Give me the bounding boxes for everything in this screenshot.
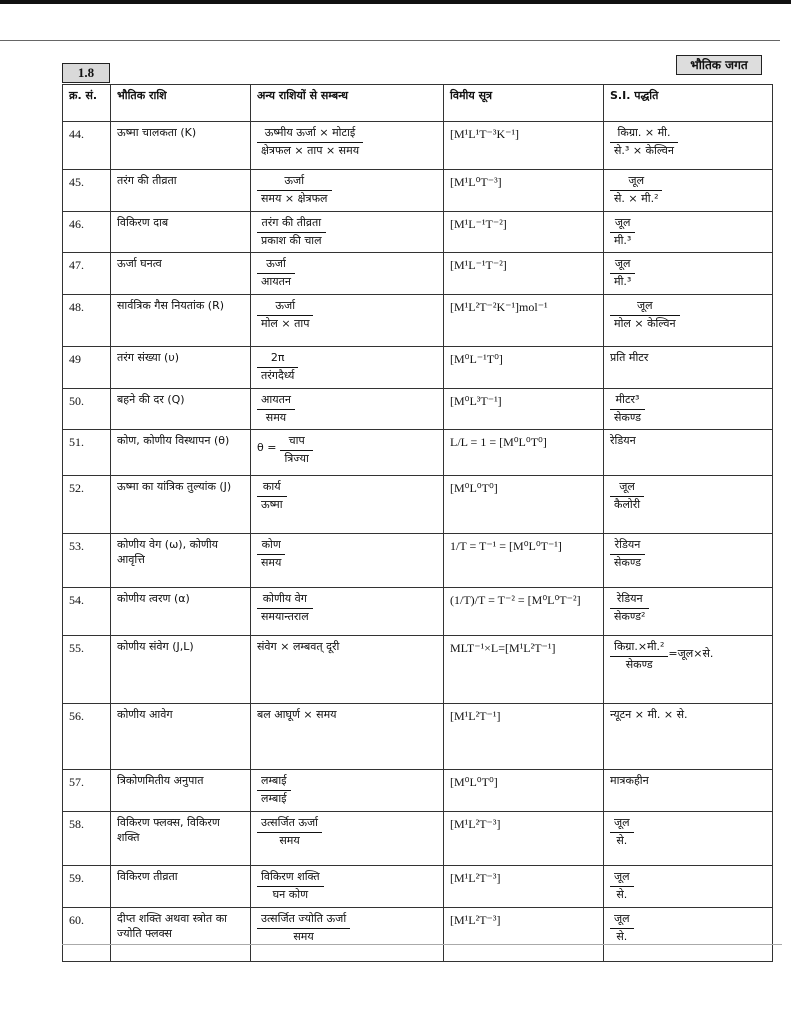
- table-row: [63, 253, 773, 295]
- si-unit-cell: [604, 170, 773, 212]
- table-row: [63, 211, 773, 253]
- serial-cell: 60.: [63, 907, 111, 961]
- si-unit-fraction-numerator: जूल: [610, 257, 635, 274]
- si-unit-fraction-denominator: सेकण्ड: [614, 410, 641, 424]
- dimension-cell: [M⁰L³T⁻¹]: [444, 388, 604, 430]
- si-unit-cell: [604, 295, 773, 347]
- si-unit-fraction-denominator: मोल × केल्विन: [614, 316, 676, 330]
- si-unit-fraction: [610, 538, 645, 571]
- quantity-cell: ऊष्मा चालकता (K): [111, 122, 251, 170]
- si-unit-cell: [604, 588, 773, 636]
- si-unit-fraction: [610, 816, 634, 849]
- relation-fraction: [257, 393, 295, 426]
- relation-fraction-denominator: क्षेत्रफल × ताप × समय: [261, 143, 360, 157]
- si-unit-fraction: [610, 912, 634, 945]
- table-row: [63, 636, 773, 704]
- dimension-cell: [M¹L⁰T⁻³]: [444, 170, 604, 212]
- serial-cell: 58.: [63, 812, 111, 866]
- quantity-cell: बहने की दर (Q): [111, 388, 251, 430]
- relation-fraction-numerator: ऊर्जा: [257, 174, 332, 191]
- si-unit-cell: [604, 347, 773, 389]
- dimension-cell: [M¹L²T⁻³]: [444, 866, 604, 908]
- si-unit-fraction-denominator: से.: [616, 833, 628, 847]
- relation-fraction: [257, 216, 326, 249]
- relation-fraction-denominator: समय: [261, 556, 282, 570]
- si-unit-cell: [604, 476, 773, 534]
- si-unit-fraction-numerator: जूल: [610, 480, 644, 497]
- relation-cell: [251, 476, 444, 534]
- relation-fraction-numerator: उत्सर्जित ऊर्जा: [257, 816, 322, 833]
- si-unit-fraction: [610, 216, 635, 249]
- relation-cell: [251, 866, 444, 908]
- si-unit-text: न्यूटन × मी. × से.: [610, 708, 688, 722]
- relation-fraction: [257, 870, 324, 903]
- relation-fraction: [257, 126, 363, 159]
- si-unit-text: मात्रकहीन: [610, 774, 649, 788]
- relation-fraction: [257, 816, 322, 849]
- relation-cell: [251, 812, 444, 866]
- table-row: [63, 812, 773, 866]
- relation-fraction: [257, 351, 298, 384]
- relation-cell: [251, 347, 444, 389]
- dimension-cell: [M¹L¹T⁻³K⁻¹]: [444, 122, 604, 170]
- table-row: [63, 770, 773, 812]
- relation-fraction-numerator: तरंग की तीव्रता: [257, 216, 326, 233]
- quantity-cell: कोण, कोणीय विस्थापन (θ): [111, 430, 251, 476]
- relation-fraction: [257, 480, 287, 513]
- relation-fraction-denominator: समय: [293, 929, 314, 943]
- relation-fraction-denominator: तरंगदैर्ध्य: [261, 368, 295, 382]
- si-unit-suffix: =जूल×से.: [668, 647, 714, 661]
- si-unit-fraction-numerator: जूल: [610, 816, 634, 833]
- relation-cell: [251, 122, 444, 170]
- relation-fraction-numerator: ऊर्जा: [257, 257, 295, 274]
- si-unit-fraction-numerator: रेडियन: [610, 592, 649, 609]
- quantity-cell: तरंग संख्या (υ): [111, 347, 251, 389]
- relation-fraction-numerator: विकिरण शक्ति: [257, 870, 324, 887]
- quantity-cell: तरंग की तीव्रता: [111, 170, 251, 212]
- relation-fraction: [257, 912, 350, 945]
- dimension-cell: [M¹L²T⁻¹]: [444, 704, 604, 770]
- serial-cell: 53.: [63, 534, 111, 588]
- si-unit-fraction-denominator: सेकण्ड: [614, 556, 641, 570]
- relation-fraction-numerator: लम्बाई: [257, 774, 291, 791]
- col-header-quantity: भौतिक राशि: [111, 85, 251, 122]
- quantity-cell: कोणीय संवेग (J,L): [111, 636, 251, 704]
- si-unit-cell: [604, 866, 773, 908]
- relation-fraction-denominator: घन कोण: [272, 887, 309, 901]
- serial-cell: 56.: [63, 704, 111, 770]
- serial-cell: 59.: [63, 866, 111, 908]
- serial-cell: 45.: [63, 170, 111, 212]
- si-unit-cell: [604, 430, 773, 476]
- si-unit-cell: [604, 253, 773, 295]
- si-unit-cell: [604, 388, 773, 430]
- table-row: [63, 347, 773, 389]
- si-unit-fraction-numerator: जूल: [610, 299, 680, 316]
- serial-cell: 49: [63, 347, 111, 389]
- relation-fraction-numerator: चाप: [280, 434, 312, 451]
- relation-fraction: [257, 774, 291, 807]
- si-unit-fraction: [610, 640, 668, 673]
- table-row: [63, 476, 773, 534]
- quantity-cell: दीप्त शक्ति अथवा स्त्रोत का ज्योति फ्लक्स: [111, 907, 251, 961]
- relation-fraction-denominator: लम्बाई: [261, 792, 287, 806]
- relation-cell: [251, 170, 444, 212]
- si-unit-cell: [604, 211, 773, 253]
- section-title-badge: भौतिक जगत: [676, 55, 762, 75]
- serial-cell: 55.: [63, 636, 111, 704]
- dimension-cell: [M⁰L⁰T⁰]: [444, 770, 604, 812]
- top-border: [0, 0, 791, 4]
- dimension-cell: [M¹L²T⁻³]: [444, 907, 604, 961]
- relation-fraction-numerator: ऊष्मीय ऊर्जा × मोटाई: [257, 126, 363, 143]
- table-row: [63, 430, 773, 476]
- quantity-cell: कोणीय आवेग: [111, 704, 251, 770]
- si-unit-fraction-denominator: कैलोरी: [614, 498, 641, 512]
- col-header-relation: अन्य राशियों से सम्बन्ध: [251, 85, 444, 122]
- dimension-cell: [M⁰L⁻¹T⁰]: [444, 347, 604, 389]
- si-unit-fraction-numerator: किग्रा. × मी.: [610, 126, 678, 143]
- serial-cell: 44.: [63, 122, 111, 170]
- si-unit-fraction: [610, 299, 680, 332]
- relation-fraction: [280, 434, 312, 467]
- si-unit-fraction-numerator: जूल: [610, 174, 662, 191]
- si-unit-fraction-numerator: जूल: [610, 870, 634, 887]
- serial-cell: 50.: [63, 388, 111, 430]
- serial-cell: 51.: [63, 430, 111, 476]
- relation-fraction-denominator: समय: [279, 833, 300, 847]
- si-unit-fraction-denominator: सेकण्ड: [625, 658, 653, 672]
- si-unit-fraction-denominator: से. × मी.²: [614, 191, 659, 205]
- serial-cell: 46.: [63, 211, 111, 253]
- quantity-cell: विकिरण फ्लक्स, विकिरण शक्ति: [111, 812, 251, 866]
- relation-fraction-denominator: समयान्तराल: [261, 610, 309, 624]
- si-unit-fraction-denominator: मी.³: [614, 275, 632, 289]
- relation-cell: [251, 534, 444, 588]
- physical-quantities-table: [62, 84, 773, 962]
- si-unit-cell: [604, 907, 773, 961]
- dimension-cell: (1/T)/T = T⁻² = [M⁰L⁰T⁻²]: [444, 588, 604, 636]
- si-unit-fraction: [610, 257, 635, 290]
- si-unit-cell: [604, 122, 773, 170]
- relation-cell: [251, 907, 444, 961]
- col-header-serial: क्र. सं.: [63, 85, 111, 122]
- si-unit-fraction-denominator: से.³ × केल्विन: [614, 143, 675, 157]
- serial-cell: 57.: [63, 770, 111, 812]
- si-unit-fraction: [610, 174, 662, 207]
- relation-fraction-numerator: कार्य: [257, 480, 287, 497]
- si-unit-fraction: [610, 870, 634, 903]
- relation-text: संवेग × लम्बवत् दूरी: [257, 640, 340, 654]
- relation-cell: [251, 295, 444, 347]
- table-row: [63, 534, 773, 588]
- si-unit-cell: [604, 704, 773, 770]
- relation-fraction: [257, 592, 313, 625]
- relation-cell: [251, 704, 444, 770]
- dimension-cell: L/L = 1 = [M⁰L⁰T⁰]: [444, 430, 604, 476]
- relation-cell: [251, 253, 444, 295]
- relation-fraction: [257, 538, 285, 571]
- quantity-cell: ऊर्जा घनत्व: [111, 253, 251, 295]
- si-unit-fraction: [610, 393, 645, 426]
- si-unit-fraction-numerator: रेडियन: [610, 538, 645, 555]
- si-unit-fraction-numerator: जूल: [610, 912, 634, 929]
- relation-fraction: [257, 257, 295, 290]
- si-unit-cell: [604, 812, 773, 866]
- serial-cell: 52.: [63, 476, 111, 534]
- relation-fraction-denominator: प्रकाश की चाल: [261, 233, 322, 247]
- si-unit-fraction-denominator: से.: [616, 887, 628, 901]
- quantity-cell: विकिरण दाब: [111, 211, 251, 253]
- serial-cell: 48.: [63, 295, 111, 347]
- relation-text: बल आघूर्ण × समय: [257, 708, 337, 722]
- footer-rule: [62, 944, 782, 945]
- relation-fraction-denominator: मोल × ताप: [261, 316, 310, 330]
- page-number-badge: 1.8: [62, 63, 110, 83]
- relation-cell: [251, 430, 444, 476]
- si-unit-fraction-denominator: मी.³: [614, 233, 632, 247]
- relation-fraction-numerator: 2π: [257, 351, 298, 368]
- si-unit-fraction-numerator: किग्रा.×मी.²: [610, 640, 668, 657]
- si-unit-fraction-numerator: मीटर³: [610, 393, 645, 410]
- relation-fraction-numerator: कोणीय वेग: [257, 592, 313, 609]
- table-row: [63, 388, 773, 430]
- relation-fraction-numerator: आयतन: [257, 393, 295, 410]
- relation-fraction-numerator: ऊर्जा: [257, 299, 313, 316]
- si-unit-text: प्रति मीटर: [610, 351, 649, 365]
- table-row: [63, 588, 773, 636]
- quantity-cell: विकिरण तीव्रता: [111, 866, 251, 908]
- relation-fraction-denominator: ऊष्मा: [261, 498, 283, 512]
- si-unit-fraction-denominator: सेकण्ड²: [614, 610, 646, 624]
- table-row: [63, 866, 773, 908]
- dimension-cell: [M⁰L⁰T⁰]: [444, 476, 604, 534]
- relation-cell: [251, 211, 444, 253]
- col-header-dimension: विमीय सूत्र: [444, 85, 604, 122]
- serial-cell: 54.: [63, 588, 111, 636]
- si-unit-fraction-denominator: से.: [616, 929, 628, 943]
- relation-cell: [251, 588, 444, 636]
- relation-fraction-denominator: आयतन: [261, 275, 291, 289]
- relation-fraction-denominator: त्रिज्या: [284, 452, 309, 466]
- relation-fraction-denominator: समय: [265, 410, 287, 424]
- relation-cell: [251, 636, 444, 704]
- table-header-row: [63, 85, 773, 122]
- relation-fraction-numerator: उत्सर्जित ज्योति ऊर्जा: [257, 912, 350, 929]
- si-unit-fraction: [610, 126, 678, 159]
- si-unit-fraction: [610, 480, 644, 513]
- dimension-cell: 1/T = T⁻¹ = [M⁰L⁰T⁻¹]: [444, 534, 604, 588]
- dimension-cell: [M¹L²T⁻²K⁻¹]mol⁻¹: [444, 295, 604, 347]
- table-row: [63, 170, 773, 212]
- table-row: [63, 122, 773, 170]
- quantity-cell: सार्वत्रिक गैस नियतांक (R): [111, 295, 251, 347]
- si-unit-fraction-numerator: जूल: [610, 216, 635, 233]
- quantity-cell: कोणीय त्वरण (α): [111, 588, 251, 636]
- table-row: [63, 907, 773, 961]
- table-row: [63, 704, 773, 770]
- relation-fraction: [257, 299, 313, 332]
- relation-cell: [251, 388, 444, 430]
- quantity-cell: ऊष्मा का यांत्रिक तुल्यांक (J): [111, 476, 251, 534]
- serial-cell: 47.: [63, 253, 111, 295]
- table-row: [63, 295, 773, 347]
- si-unit-cell: [604, 534, 773, 588]
- dimension-cell: [M¹L⁻¹T⁻²]: [444, 211, 604, 253]
- si-unit-text: रेडियन: [610, 434, 636, 448]
- si-unit-cell: [604, 770, 773, 812]
- relation-fraction: [257, 174, 332, 207]
- quantity-cell: कोणीय वेग (ω), कोणीय आवृत्ति: [111, 534, 251, 588]
- relation-fraction-denominator: समय × क्षेत्रफल: [261, 191, 328, 205]
- si-unit-cell: [604, 636, 773, 704]
- dimension-cell: MLT⁻¹×L=[M¹L²T⁻¹]: [444, 636, 604, 704]
- header-rule: [0, 40, 780, 41]
- dimension-cell: [M¹L⁻¹T⁻²]: [444, 253, 604, 295]
- dimension-cell: [M¹L²T⁻³]: [444, 812, 604, 866]
- relation-cell: [251, 770, 444, 812]
- col-header-si-unit: S.I. पद्धति: [604, 85, 773, 122]
- si-unit-fraction: [610, 592, 649, 625]
- relation-fraction-numerator: कोण: [257, 538, 285, 555]
- quantity-cell: त्रिकोणमितीय अनुपात: [111, 770, 251, 812]
- relation-prefix: θ =: [257, 441, 277, 455]
